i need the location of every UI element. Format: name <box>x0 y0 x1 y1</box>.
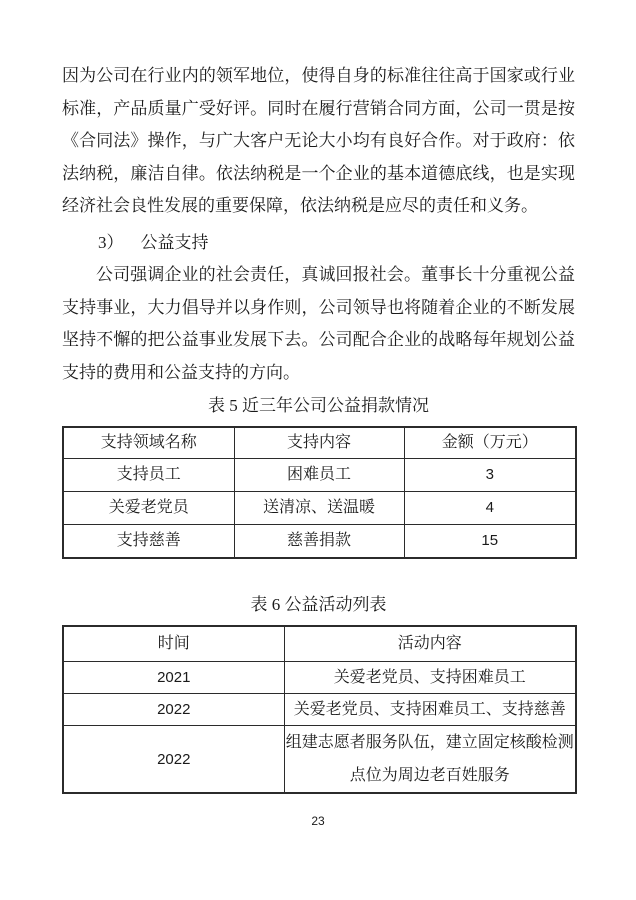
table5-donations <box>62 426 577 559</box>
table6-caption: 表 6 公益活动列表 <box>250 595 387 614</box>
paragraph-continuation: 因为公司在行业内的领军地位，使得自身的标准往往高于国家或行业标准，产品质量广受好评。同时在履行营销合同方面，公司一贯是按《合同法》操作，与广大客户无论大小均有良好合作。对于政府：依法纳税，廉洁自律。依法纳税是一个企业的基本道德底线，也是实现经济社会良性发展的重要保障，依法纳税是应尽的责任和义务。 <box>62 66 575 215</box>
table6-cell-activity: 关爱老党员、支持困难员工、支持慈善 <box>284 694 576 726</box>
table5-cell-content: 慈善捐款 <box>234 525 404 559</box>
table5-cell-content: 困难员工 <box>234 459 404 492</box>
table6-cell-activity: 组建志愿者服务队伍，建立固定核酸检测点位为周边老百姓服务 <box>284 726 576 794</box>
table5-cell-field: 支持慈善 <box>63 525 234 559</box>
table6-activities <box>62 625 577 794</box>
table6-cell-activity: 关爱老党员、支持困难员工 <box>284 662 576 694</box>
table6-cell-time: 2022 <box>63 694 284 726</box>
table5-cell-amount: 4 <box>404 492 576 525</box>
page-number: 23 <box>311 814 325 828</box>
section-heading <box>62 227 575 260</box>
table5-cell-amount: 3 <box>404 459 576 492</box>
table6-row <box>63 726 576 794</box>
table5-caption: 表 5 近三年公司公益捐款情况 <box>208 396 429 415</box>
table6-cell-time: 2021 <box>63 662 284 694</box>
table5-row <box>63 459 576 492</box>
table5-cell-amount: 15 <box>404 525 576 559</box>
page-content <box>62 60 575 794</box>
table5-cell-field: 支持员工 <box>63 459 234 492</box>
table5-cell-field: 关爱老党员 <box>63 492 234 525</box>
table5-header-amount: 金额（万元） <box>404 427 576 459</box>
table6-cell-time: 2022 <box>63 726 284 794</box>
table5-header-row <box>63 427 576 459</box>
table5-header-field: 支持领域名称 <box>63 427 234 459</box>
section-heading-title: 公益支持 <box>140 232 209 252</box>
table6-header-time: 时间 <box>63 626 284 662</box>
table6-header-row <box>63 626 576 662</box>
table5-row <box>63 525 576 559</box>
paragraph-public-welfare: 公司强调企业的社会责任，真诚回报社会。董事长十分重视公益支持事业，大力倡导并以身作则，公司领导也将随着企业的不断发展坚持不懈的把公益事业发展下去。公司配合企业的战略每年规划公益支持的费用和公益支持的方向。 <box>62 265 575 382</box>
table5-cell-content: 送清凉、送温暖 <box>234 492 404 525</box>
table6-row <box>63 662 576 694</box>
table5-row <box>63 492 576 525</box>
table5-header-content: 支持内容 <box>234 427 404 459</box>
table6-row <box>63 694 576 726</box>
section-heading-number: 3） <box>98 232 124 252</box>
table6-header-activity: 活动内容 <box>284 626 576 662</box>
